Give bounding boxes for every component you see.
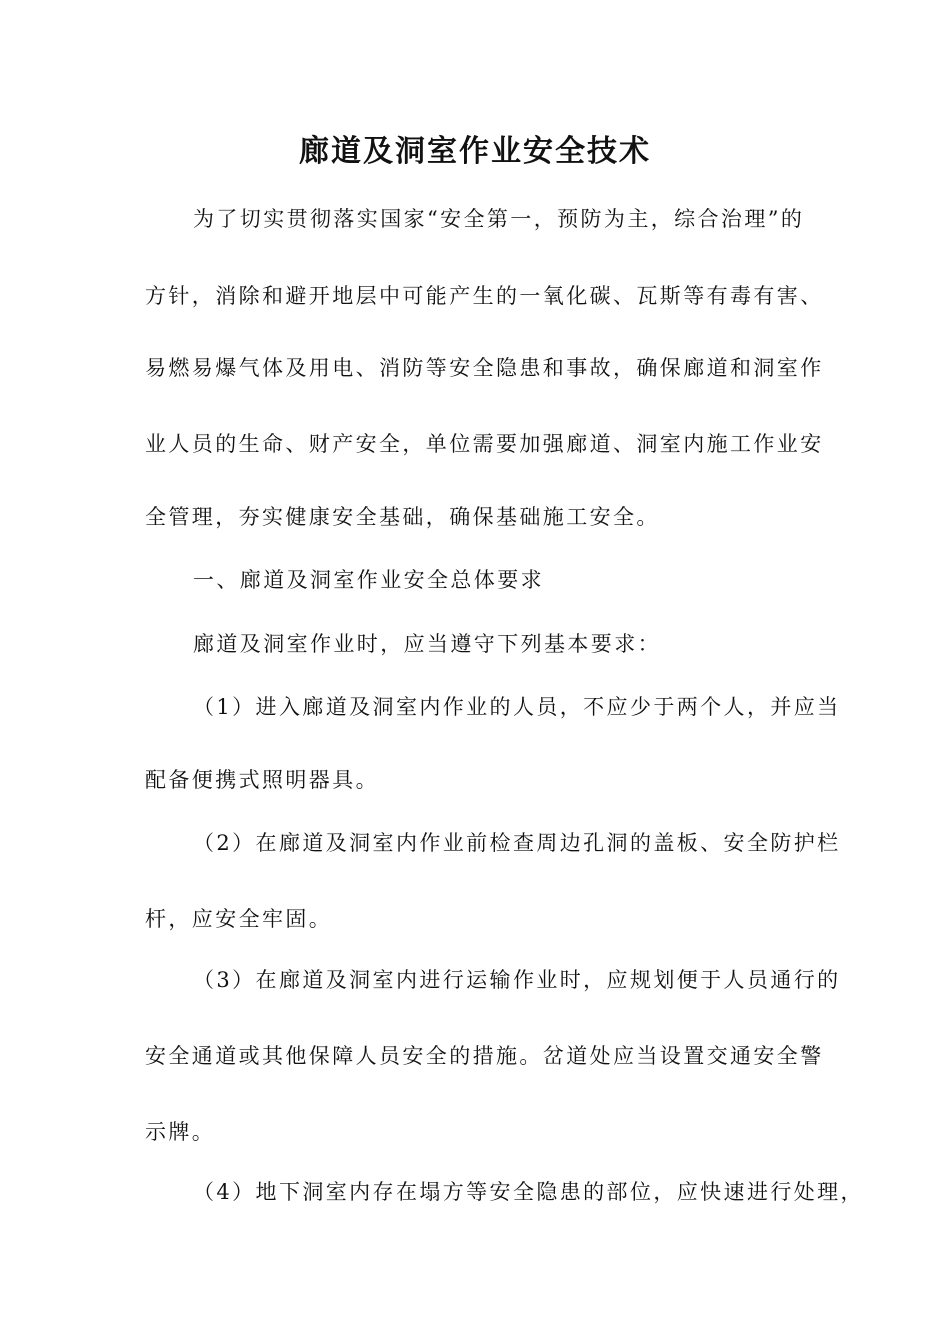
section-heading: 一、廊道及洞室作业安全总体要求 bbox=[193, 568, 544, 592]
paragraph-line: 业人员的生命、财产安全，单位需要加强廊道、洞室内施工作业安 bbox=[145, 432, 824, 456]
paragraph-line: 方针，消除和避开地层中可能产生的一氧化碳、瓦斯等有毒有害、 bbox=[145, 284, 824, 308]
list-item-line: （4）地下洞室内存在塌方等安全隐患的部位，应快速进行处理， bbox=[193, 1180, 864, 1204]
document-title: 廊道及洞室作业安全技术 bbox=[299, 134, 651, 169]
paragraph-line: 为了切实贯彻落实国家“安全第一，预防为主，综合治理”的 bbox=[193, 207, 805, 231]
list-item-line: 示牌。 bbox=[145, 1120, 216, 1144]
list-item-line: 配备便携式照明器具。 bbox=[145, 768, 379, 792]
list-item-line: 杆，应安全牢固。 bbox=[145, 907, 333, 931]
list-item-line: （3）在廊道及洞室内进行运输作业时，应规划便于人员通行的 bbox=[193, 968, 841, 992]
paragraph-line: 易燃易爆气体及用电、消防等安全隐患和事故，确保廊道和洞室作 bbox=[145, 356, 824, 380]
list-item-line: （2）在廊道及洞室内作业前检查周边孔洞的盖板、安全防护栏 bbox=[193, 831, 841, 855]
list-item-line: （1）进入廊道及洞室内作业的人员，不应少于两个人，并应当 bbox=[193, 695, 841, 719]
paragraph-line: 全管理，夯实健康安全基础，确保基础施工安全。 bbox=[145, 505, 660, 529]
list-item-line: 安全通道或其他保障人员安全的措施。岔道处应当设置交通安全警 bbox=[145, 1044, 824, 1068]
paragraph-line: 廊道及洞室作业时，应当遵守下列基本要求： bbox=[193, 632, 661, 656]
